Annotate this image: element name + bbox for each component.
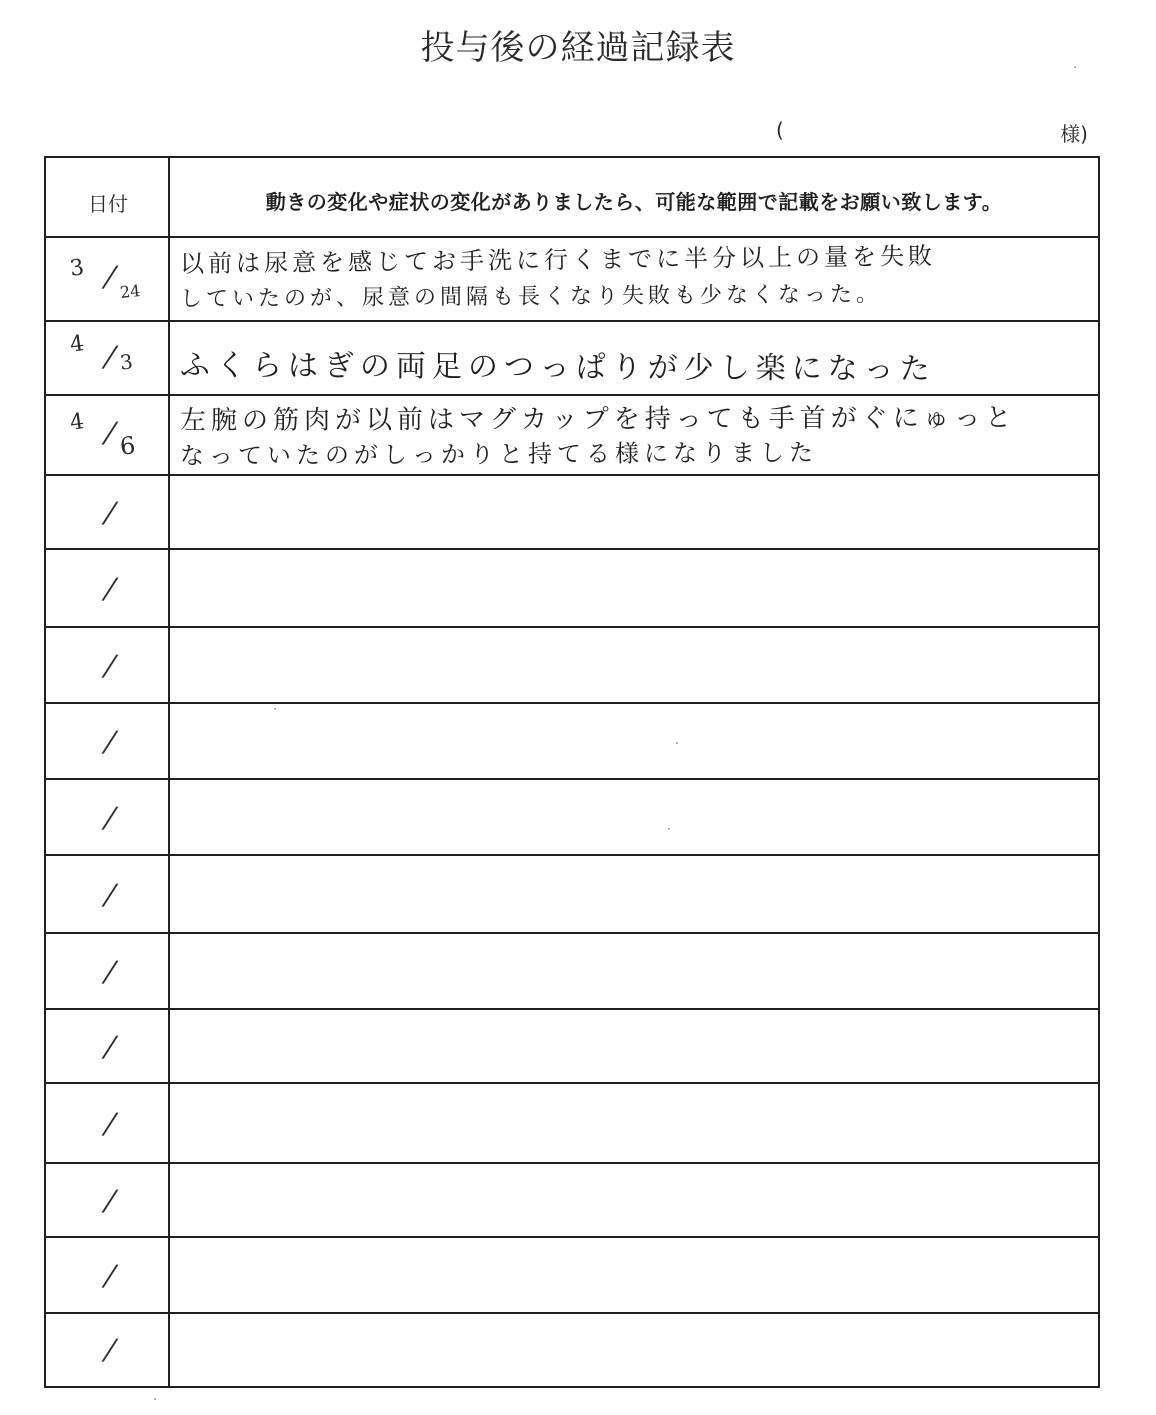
- date-cell[interactable]: [46, 934, 170, 1008]
- date-month: 4: [68, 409, 86, 436]
- date-cell[interactable]: [46, 1084, 170, 1162]
- date-day: 3: [118, 349, 134, 375]
- scan-speck: [274, 708, 276, 710]
- date-cell[interactable]: [46, 1164, 170, 1236]
- date-cell[interactable]: [46, 238, 170, 320]
- table-row: [46, 628, 1098, 704]
- scan-speck: [154, 1398, 156, 1400]
- patient-name-field[interactable]: [776, 118, 1088, 148]
- entry-text-line[interactable]: なっていたのがしっかりと持てる様になりました: [179, 438, 819, 470]
- header-date-cell: [46, 158, 170, 236]
- date-cell[interactable]: [46, 704, 170, 778]
- date-slash: /: [100, 1030, 121, 1063]
- entry-text-line[interactable]: していたのが、尿意の間隔も長くなり失敗も少なくなった。: [179, 282, 883, 312]
- header-description-label: 動きの変化や症状の変化がありましたら、可能な範囲で記載をお願い致します。: [265, 190, 1003, 214]
- date-slash: /: [100, 801, 121, 834]
- table-row: [46, 322, 1098, 396]
- date-cell[interactable]: [46, 396, 170, 474]
- date-slash: /: [100, 1259, 121, 1292]
- date-day: 24: [119, 280, 142, 303]
- table-row: [46, 1010, 1098, 1084]
- date-cell[interactable]: [46, 1010, 170, 1082]
- entry-text-line[interactable]: ふくらはぎの両足のつっぱりが少し楽になった: [179, 348, 936, 387]
- date-slash: /: [100, 1184, 121, 1217]
- scan-speck: [676, 742, 678, 744]
- date-cell[interactable]: [46, 1238, 170, 1312]
- patient-name-suffix: 様): [1060, 122, 1088, 146]
- table-row: [46, 1084, 1098, 1164]
- date-cell[interactable]: [46, 1314, 170, 1386]
- date-cell[interactable]: [46, 628, 170, 702]
- table-row: [46, 238, 1098, 322]
- table-row: [46, 550, 1098, 628]
- table-row: [46, 396, 1098, 476]
- table-row: [46, 1314, 1098, 1386]
- date-month: 4: [68, 331, 86, 358]
- date-slash: /: [100, 572, 121, 605]
- date-cell[interactable]: [46, 550, 170, 626]
- form-title: 投与後の経過記録表: [420, 28, 736, 68]
- date-slash: /: [100, 878, 121, 911]
- table-row: [46, 780, 1098, 856]
- patient-name-open-paren: (: [776, 118, 784, 142]
- table-row: [46, 1164, 1098, 1238]
- scan-speck: [668, 828, 670, 830]
- date-cell[interactable]: [46, 780, 170, 854]
- date-slash: /: [100, 340, 121, 373]
- date-cell[interactable]: [46, 322, 170, 394]
- date-cell[interactable]: [46, 856, 170, 932]
- date-day: 6: [118, 431, 137, 461]
- header-date-label: 日付: [88, 192, 128, 216]
- date-slash: /: [100, 260, 121, 293]
- date-slash: /: [100, 955, 121, 988]
- table-row: [46, 476, 1098, 550]
- scan-speck: [1074, 66, 1076, 68]
- date-slash: /: [100, 496, 121, 529]
- date-slash: /: [100, 1107, 121, 1140]
- record-table: [44, 156, 1100, 1388]
- date-cell[interactable]: [46, 476, 170, 548]
- date-slash: /: [100, 1333, 121, 1366]
- entry-text-line[interactable]: 左腕の筋肉が以前はマグカップを持っても手首がぐにゅっと: [179, 403, 1017, 436]
- table-header-row: [46, 158, 1098, 238]
- table-row: [46, 934, 1098, 1010]
- date-slash: /: [100, 725, 121, 758]
- date-slash: /: [100, 649, 121, 682]
- table-row: [46, 1238, 1098, 1314]
- date-slash: /: [100, 416, 121, 449]
- table-row: [46, 704, 1098, 780]
- table-row: [46, 856, 1098, 934]
- date-month: 3: [68, 255, 86, 282]
- entry-text-line[interactable]: 以前は尿意を感じてお手洗に行くまでに半分以上の量を失敗: [179, 242, 937, 278]
